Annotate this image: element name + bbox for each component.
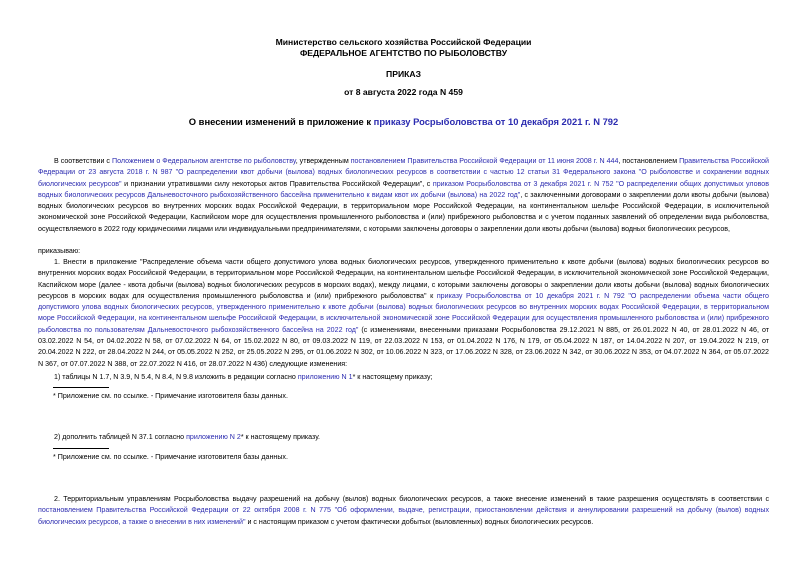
title-order-link[interactable]: приказу Росрыболовства от 10 декабря 2021 г. N 792: [373, 116, 619, 127]
order-792-link[interactable]: приказу Росрыболовства от 10 декабря 2021 г. N 792 "О распределении объема части общего допустимого улова водных биологических ресурсов, утвержденного применительно к квоте добычи (вылова) водных биологических ресурсов во внутренних морских водах Российской Федерации, в территориальном море Российской Федерации, на континентальном шельфе Российской Федерации, в исключительной экономической зоне Российской Федерации для осуществления промышленного рыболовства и (или) прибрежного рыболовства по пользователям Дальневосточного рыбохозяйственного бассейна на 2022 год": [38, 291, 769, 334]
ministry-name: Министерство сельского хозяйства Российской Федерации: [275, 37, 532, 47]
footnote-separator-2: [53, 448, 109, 449]
preamble-paragraph: [38, 156, 769, 235]
footnote-separator-1: [53, 387, 109, 388]
preamble-text-1: В соответствии с: [54, 157, 112, 165]
footnote-2: * Приложение см. по ссылке. - Примечание изготовителя базы данных.: [53, 453, 288, 461]
agency-name: ФЕДЕРАЛЬНОЕ АГЕНТСТВО ПО РЫБОЛОВСТВУ: [299, 48, 508, 58]
government-resolution-987-link[interactable]: Правительства Российской Федерации от 23 августа 2018 г. N 987 "О распределении квот добычи (вылова) водных биологических ресурсов в соответствии с частью 12 статьи 31 Федерального закона "О рыболовстве и сохранении водных биологических ресурсов": [38, 157, 770, 188]
item-1-paragraph: [38, 257, 769, 370]
preamble-text-2: , утвержденным: [295, 157, 351, 165]
item-2-text-1: 2. Территориальным управлениям Росрыболовства выдачу разрешений на добычу (вылов) водных биологических ресурсов, а также внесение изменений в такие разрешения осуществлять в соответствии с: [54, 495, 769, 503]
preamble-text-3: , постановлением: [618, 157, 680, 165]
sub-item-1: [54, 372, 432, 383]
sub-item-2-text-2: * к настоящему приказу.: [240, 433, 321, 441]
document-title: [0, 116, 807, 127]
sub-item-1-text-1: 1) таблицы N 1.7, N 3.9, N 5.4, N 8.4, N 9.8 изложить в редакции согласно: [54, 373, 298, 381]
footnote-1: * Приложение см. по ссылке. - Примечание изготовителя базы данных.: [53, 392, 288, 400]
item-1-text-1: 1. Внести в приложение "Распределение объема части общего допустимого улова водных биологических ресурсов, утвержденного применительно к квоте добычи (вылова) водных биологических ресурсов во внутренних морских водах Российской Федерации, в территориальном море Российской Федерации, на континентальном шельфе Российской Федерации, в исключительной экономической зоне Российской Федерации, Каспийском море (далее - квота добычи (вылова) водных биологических ресурсов в морских водах), между лицами, с которыми заключены договоры о закреплении доли квоты добычи (вылова) водных биологических ресурсов в морских водах для осуществления промышленного рыболовства и (или) прибрежного рыболовства" к: [38, 258, 769, 300]
regulation-link[interactable]: Положением о Федеральном агентстве по рыболовству: [111, 157, 296, 165]
document-type: ПРИКАЗ: [386, 69, 421, 79]
order-word: приказываю:: [38, 247, 81, 255]
item-2-paragraph: [38, 494, 769, 528]
appendix-1-link[interactable]: приложению N 1: [297, 373, 353, 381]
appendix-2-link[interactable]: приложению N 2: [186, 433, 241, 441]
government-resolution-444-link[interactable]: постановлением Правительства Российской Федерации от 11 июня 2008 г. N 444: [350, 157, 619, 165]
preamble-text-4: и признании утратившими силу некоторых актов Правительства Российской Федерации", с: [121, 179, 433, 188]
item-1-text-2: (с изменениями, внесенными приказами Росрыболовства 29.12.2021 N 885, от 26.01.2022 N 40, от 28.01.2022 N 46, от 03.02.2022 N 54, от 04.02.2022 N 58, от 07.02.2022 N 64, от 15.02.2022 N 80, от 09.03.2022 N 119, от 22.03.2022 N 153, от 01.04.2022 N 176, N 179, от 05.04.2022 N 187, от 14.04.2022 N 207, от 19.04.2022 N 219, от 20.04.2022 N 222, от 28.04.2022 N 244, от 05.05.2022 N 252, от 25.05.2022 N 295, от 01.06.2022 N 302, от 10.06.2022 N 323, от 17.06.2022 N 328, от 23.06.2022 N 342, от 30.06.2022 N 353, от 04.07.2022 N 364, от 05.07.2022 N 367, от 07.07.2022 N 388, от 22.07.2022 N 416, от 28.07.2022 N 436) следующие изменения:: [38, 325, 769, 368]
order-752-link[interactable]: приказом Росрыболовства от 3 декабря 2021 г. N 752 "О распределении общих допустимых уловов водных биологических ресурсов Дальневосточного рыбохозяйственного бассейна применительно к видам квот их добычи (вылова) на 2022 год": [38, 179, 770, 199]
sub-item-2-text-1: 2) дополнить таблицей N 37.1 согласно: [54, 433, 187, 441]
sub-item-2: [54, 432, 320, 443]
title-text: О внесении изменений в приложение к: [188, 116, 374, 127]
item-2-text-2: и с настоящим приказом с учетом фактически добытых (выловленных) водных биологических ресурсов.: [245, 517, 594, 526]
sub-item-1-text-2: * к настоящему приказу;: [352, 373, 433, 381]
document-date-number: от 8 августа 2022 года N 459: [344, 87, 463, 97]
preamble-text-5: , с заключенными договорами о закреплении доли квоты добычи (вылова) водных биологических ресурсов во внутренних морских водах Российской Федерации, в территориальном море Российской Федерации, на континентальном шельфе Российской Федерации, в исключительной экономической зоне Российской Федерации, Каспийском море для осуществления промышленного рыболовства и (или) прибрежного рыболовства и с учетом поданных заявлений об определении вида рыболовства, осуществляемого в 2022 году юридическими лицами или индивидуальными предпринимателями, с которыми заключены договоры о закреплении доли квоты добычи (вылова) водных биологических ресурсов,: [38, 190, 770, 233]
government-resolution-775-link[interactable]: постановлением Правительства Российской Федерации от 22 октября 2008 г. N 775 "Об оформлении, выдаче, регистрации, приостановлении действия и аннулировании разрешений на добычу (вылов) водных биологических ресурсов, а также о внесении в них изменений": [38, 506, 769, 526]
